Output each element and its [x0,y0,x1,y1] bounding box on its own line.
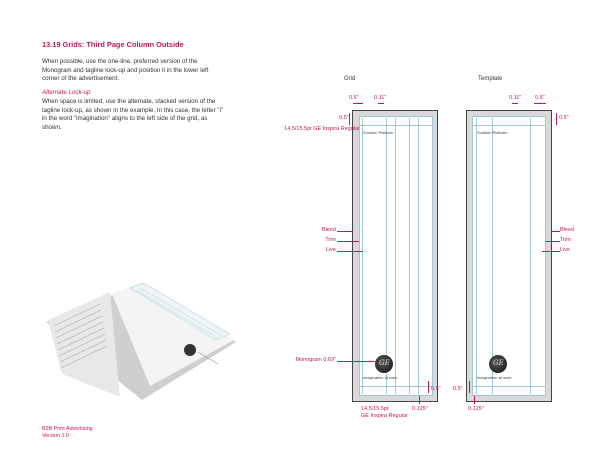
template-dim-top-gutter: 0.11" [509,95,522,101]
template-dim-left-bottom: 0.5" [453,386,463,392]
grid-dim-line-left [349,113,350,125]
grid-dim-line-bottom [419,396,420,404]
grid-label: Grid [344,76,356,82]
grid-guide-left [362,118,363,394]
grid-bleed-label: Bleed [321,227,336,233]
template-guide-gutter [492,118,493,394]
template-dim-bottom: 0.125" [468,406,484,412]
magazine-photo [40,282,238,402]
template-tagline: Solution Platform [477,130,508,135]
grid-live-pointer [337,251,363,252]
grid-imagination-text: imagination at work [363,375,398,380]
grid-dim-top-gutter: 0.11" [374,95,387,101]
grid-dim-line-top-a [353,103,363,104]
template-bleed-pointer [552,231,560,232]
grid-live-label: Live [325,247,336,253]
template-dim-right-margin: 0.5" [559,115,569,121]
template-dim-line-top-b [534,103,546,104]
template-guide-top [472,125,546,126]
footer-version: Version 1.0 [42,433,69,439]
template-guide-right [530,118,531,394]
grid-dim-line-top-b [378,103,384,104]
section-title: 13.19 Grids: Third Page Column Outside [42,40,184,49]
grid-guide-gutter-b [395,118,396,394]
grid-dim-left-margin: 0.5" [339,115,349,121]
template-dim-line-left-bottom [469,381,470,393]
footer-doc-title: B2B Print Advertising [42,426,93,432]
grid-bleed-pointer [337,231,353,232]
template-bleed-label: Bleed [560,227,575,233]
grid-monogram [375,355,393,373]
template-live-label: Live [560,247,571,253]
grid-dim-right-bottom: 0.5" [431,386,441,392]
template-dim-line-top-a [512,103,518,104]
grid-type-spec-bottom-1: 14.5/15.5pt [361,406,389,412]
template-guide-bottom [472,386,546,387]
grid-type-spec-bottom-2: GE Inspira Regular [361,413,408,419]
grid-guide-top [359,125,433,126]
grid-trim-label: Trim [325,237,336,243]
grid-monogram-label: Monogram 0.69" [295,357,336,363]
grid-monogram-pointer [337,361,375,362]
grid-dim-top-margin: 0.5" [349,95,359,101]
template-guide-left [476,118,477,394]
template-trim-label: Trim [560,237,571,243]
alternate-lockup-paragraph: When space is limited, use the alternate, stacked version of the tagline lock-up, as shown in the example. In this case, the letter "i" in the word "imagination" aligns to the left side of the grid, as shown. [42,98,224,131]
template-live-pointer [542,251,560,252]
grid-tagline: Solution Platform [363,130,394,135]
template-dim-top-margin: 0.5" [535,95,545,101]
intro-paragraph: When possible, use the one-line, preferred version of the Monogram and tagline lock-up and position it in the lower left corner of the advertisement. [42,58,209,83]
grid-dim-line-right-bottom [428,381,429,393]
grid-type-spec-top: 14.5/15.5pt GE Inspira Regular [284,126,360,132]
template-trim-pointer [546,241,560,242]
template-bleed-line [466,110,552,402]
grid-guide-gutter-a [386,118,387,394]
template-label: Template [478,76,503,82]
template-monogram [489,355,507,373]
grid-guide-gutter-c [409,118,410,394]
grid-trim-pointer [337,241,359,242]
grid-dim-bottom: 0.125" [412,406,428,412]
template-dim-line-bottom [474,396,475,404]
template-dim-line-right [556,113,557,125]
alternate-lockup-heading: Alternate Lock-up [42,89,91,96]
grid-guide-right [418,118,419,394]
template-imagination-text: imagination at work [477,375,512,380]
grid-guide-bottom [359,386,433,387]
